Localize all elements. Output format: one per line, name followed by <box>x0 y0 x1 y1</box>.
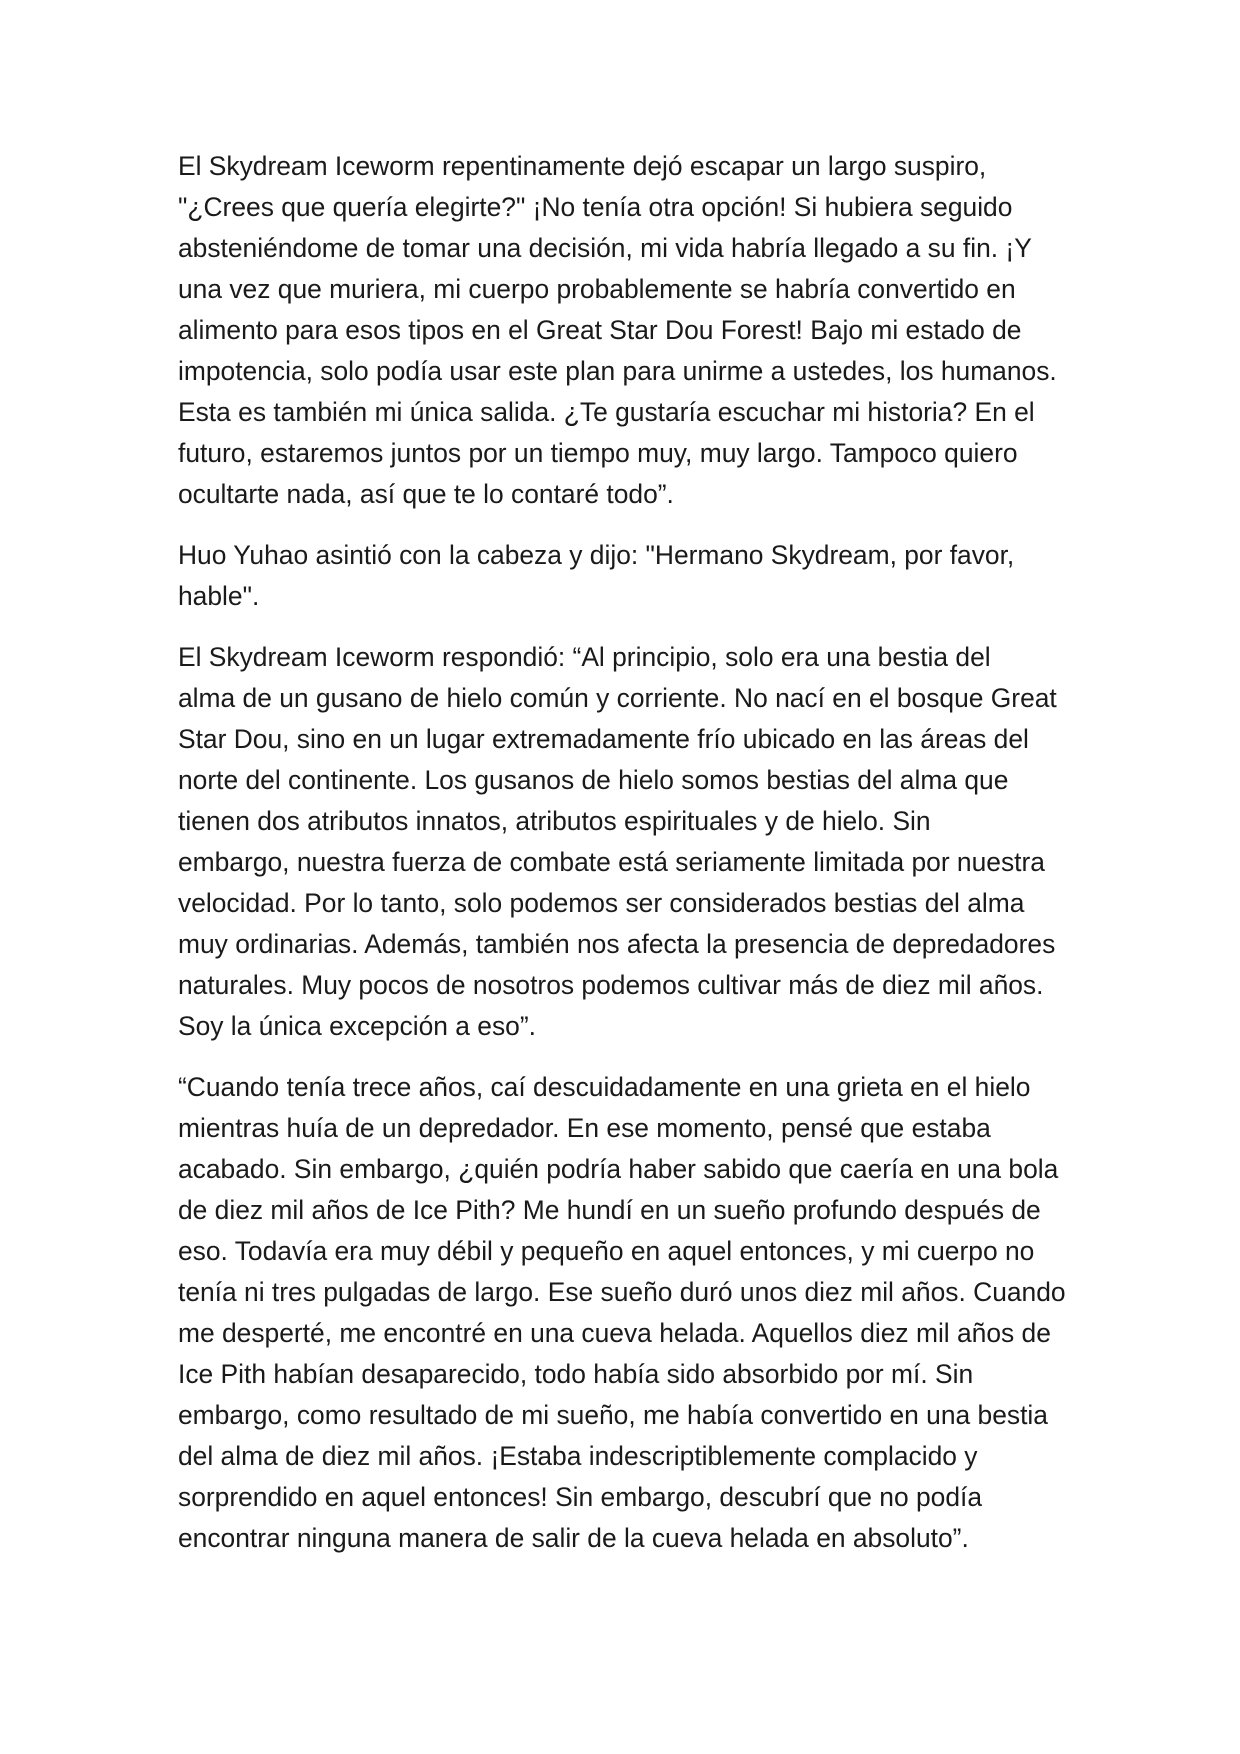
text-line: ocultarte nada, así que te lo contaré todo”. <box>178 479 674 509</box>
text-line: Soy la única excepción a eso”. <box>178 1011 536 1041</box>
text-line: alimento para esos tipos en el Great Star Dou Forest! Bajo mi estado de <box>178 315 1022 345</box>
text-line: embargo, nuestra fuerza de combate está seriamente limitada por nuestra <box>178 847 1045 877</box>
paragraph-3 <box>178 637 1078 1047</box>
text-line: naturales. Muy pocos de nosotros podemos cultivar más de diez mil años. <box>178 970 1044 1000</box>
text-line: eso. Todavía era muy débil y pequeño en aquel entonces, y mi cuerpo no <box>178 1236 1035 1266</box>
paragraph-1 <box>178 146 1078 515</box>
text-line: tenía ni tres pulgadas de largo. Ese sueño duró unos diez mil años. Cuando <box>178 1277 1066 1307</box>
text-line: Star Dou, sino en un lugar extremadamente frío ubicado en las áreas del <box>178 724 1029 754</box>
text-line: acabado. Sin embargo, ¿quién podría haber sabido que caería en una bola <box>178 1154 1059 1184</box>
text-line: encontrar ninguna manera de salir de la cueva helada en absoluto”. <box>178 1523 969 1553</box>
text-line: alma de un gusano de hielo común y corriente. No nací en el bosque Great <box>178 683 1057 713</box>
text-line: Esta es también mi única salida. ¿Te gustaría escuchar mi historia? En el <box>178 397 1035 427</box>
paragraph-4 <box>178 1067 1078 1559</box>
text-line: mientras huía de un depredador. En ese momento, pensé que estaba <box>178 1113 991 1143</box>
text-line: del alma de diez mil años. ¡Estaba indescriptiblemente complacido y <box>178 1441 978 1471</box>
paragraph-2 <box>178 535 1078 617</box>
text-line: de diez mil años de Ice Pith? Me hundí en un sueño profundo después de <box>178 1195 1041 1225</box>
text-line: El Skydream Iceworm respondió: “Al principio, solo era una bestia del <box>178 642 991 672</box>
text-line: El Skydream Iceworm repentinamente dejó escapar un largo suspiro, <box>178 151 987 181</box>
text-line: tienen dos atributos innatos, atributos espirituales y de hielo. Sin <box>178 806 931 836</box>
text-line: embargo, como resultado de mi sueño, me había convertido en una bestia <box>178 1400 1048 1430</box>
text-line: me desperté, me encontré en una cueva helada. Aquellos diez mil años de <box>178 1318 1051 1348</box>
text-line: Ice Pith habían desaparecido, todo había sido absorbido por mí. Sin <box>178 1359 974 1389</box>
text-line: absteniéndome de tomar una decisión, mi vida habría llegado a su fin. ¡Y <box>178 233 1032 263</box>
text-line: futuro, estaremos juntos por un tiempo muy, muy largo. Tampoco quiero <box>178 438 1018 468</box>
text-line: muy ordinarias. Además, también nos afecta la presencia de depredadores <box>178 929 1056 959</box>
text-line: Huo Yuhao asintió con la cabeza y dijo: "Hermano Skydream, por favor, <box>178 540 1015 570</box>
text-line: "¿Crees que quería elegirte?" ¡No tenía otra opción! Si hubiera seguido <box>178 192 1013 222</box>
text-line: impotencia, solo podía usar este plan para unirme a ustedes, los humanos. <box>178 356 1057 386</box>
text-line: hable". <box>178 581 260 611</box>
text-line: norte del continente. Los gusanos de hielo somos bestias del alma que <box>178 765 1009 795</box>
text-line: velocidad. Por lo tanto, solo podemos ser considerados bestias del alma <box>178 888 1025 918</box>
text-line: sorprendido en aquel entonces! Sin embargo, descubrí que no podía <box>178 1482 983 1512</box>
text-line: “Cuando tenía trece años, caí descuidadamente en una grieta en el hielo <box>178 1072 1031 1102</box>
text-line: una vez que muriera, mi cuerpo probablemente se habría convertido en <box>178 274 1016 304</box>
document-body <box>178 146 1078 1579</box>
